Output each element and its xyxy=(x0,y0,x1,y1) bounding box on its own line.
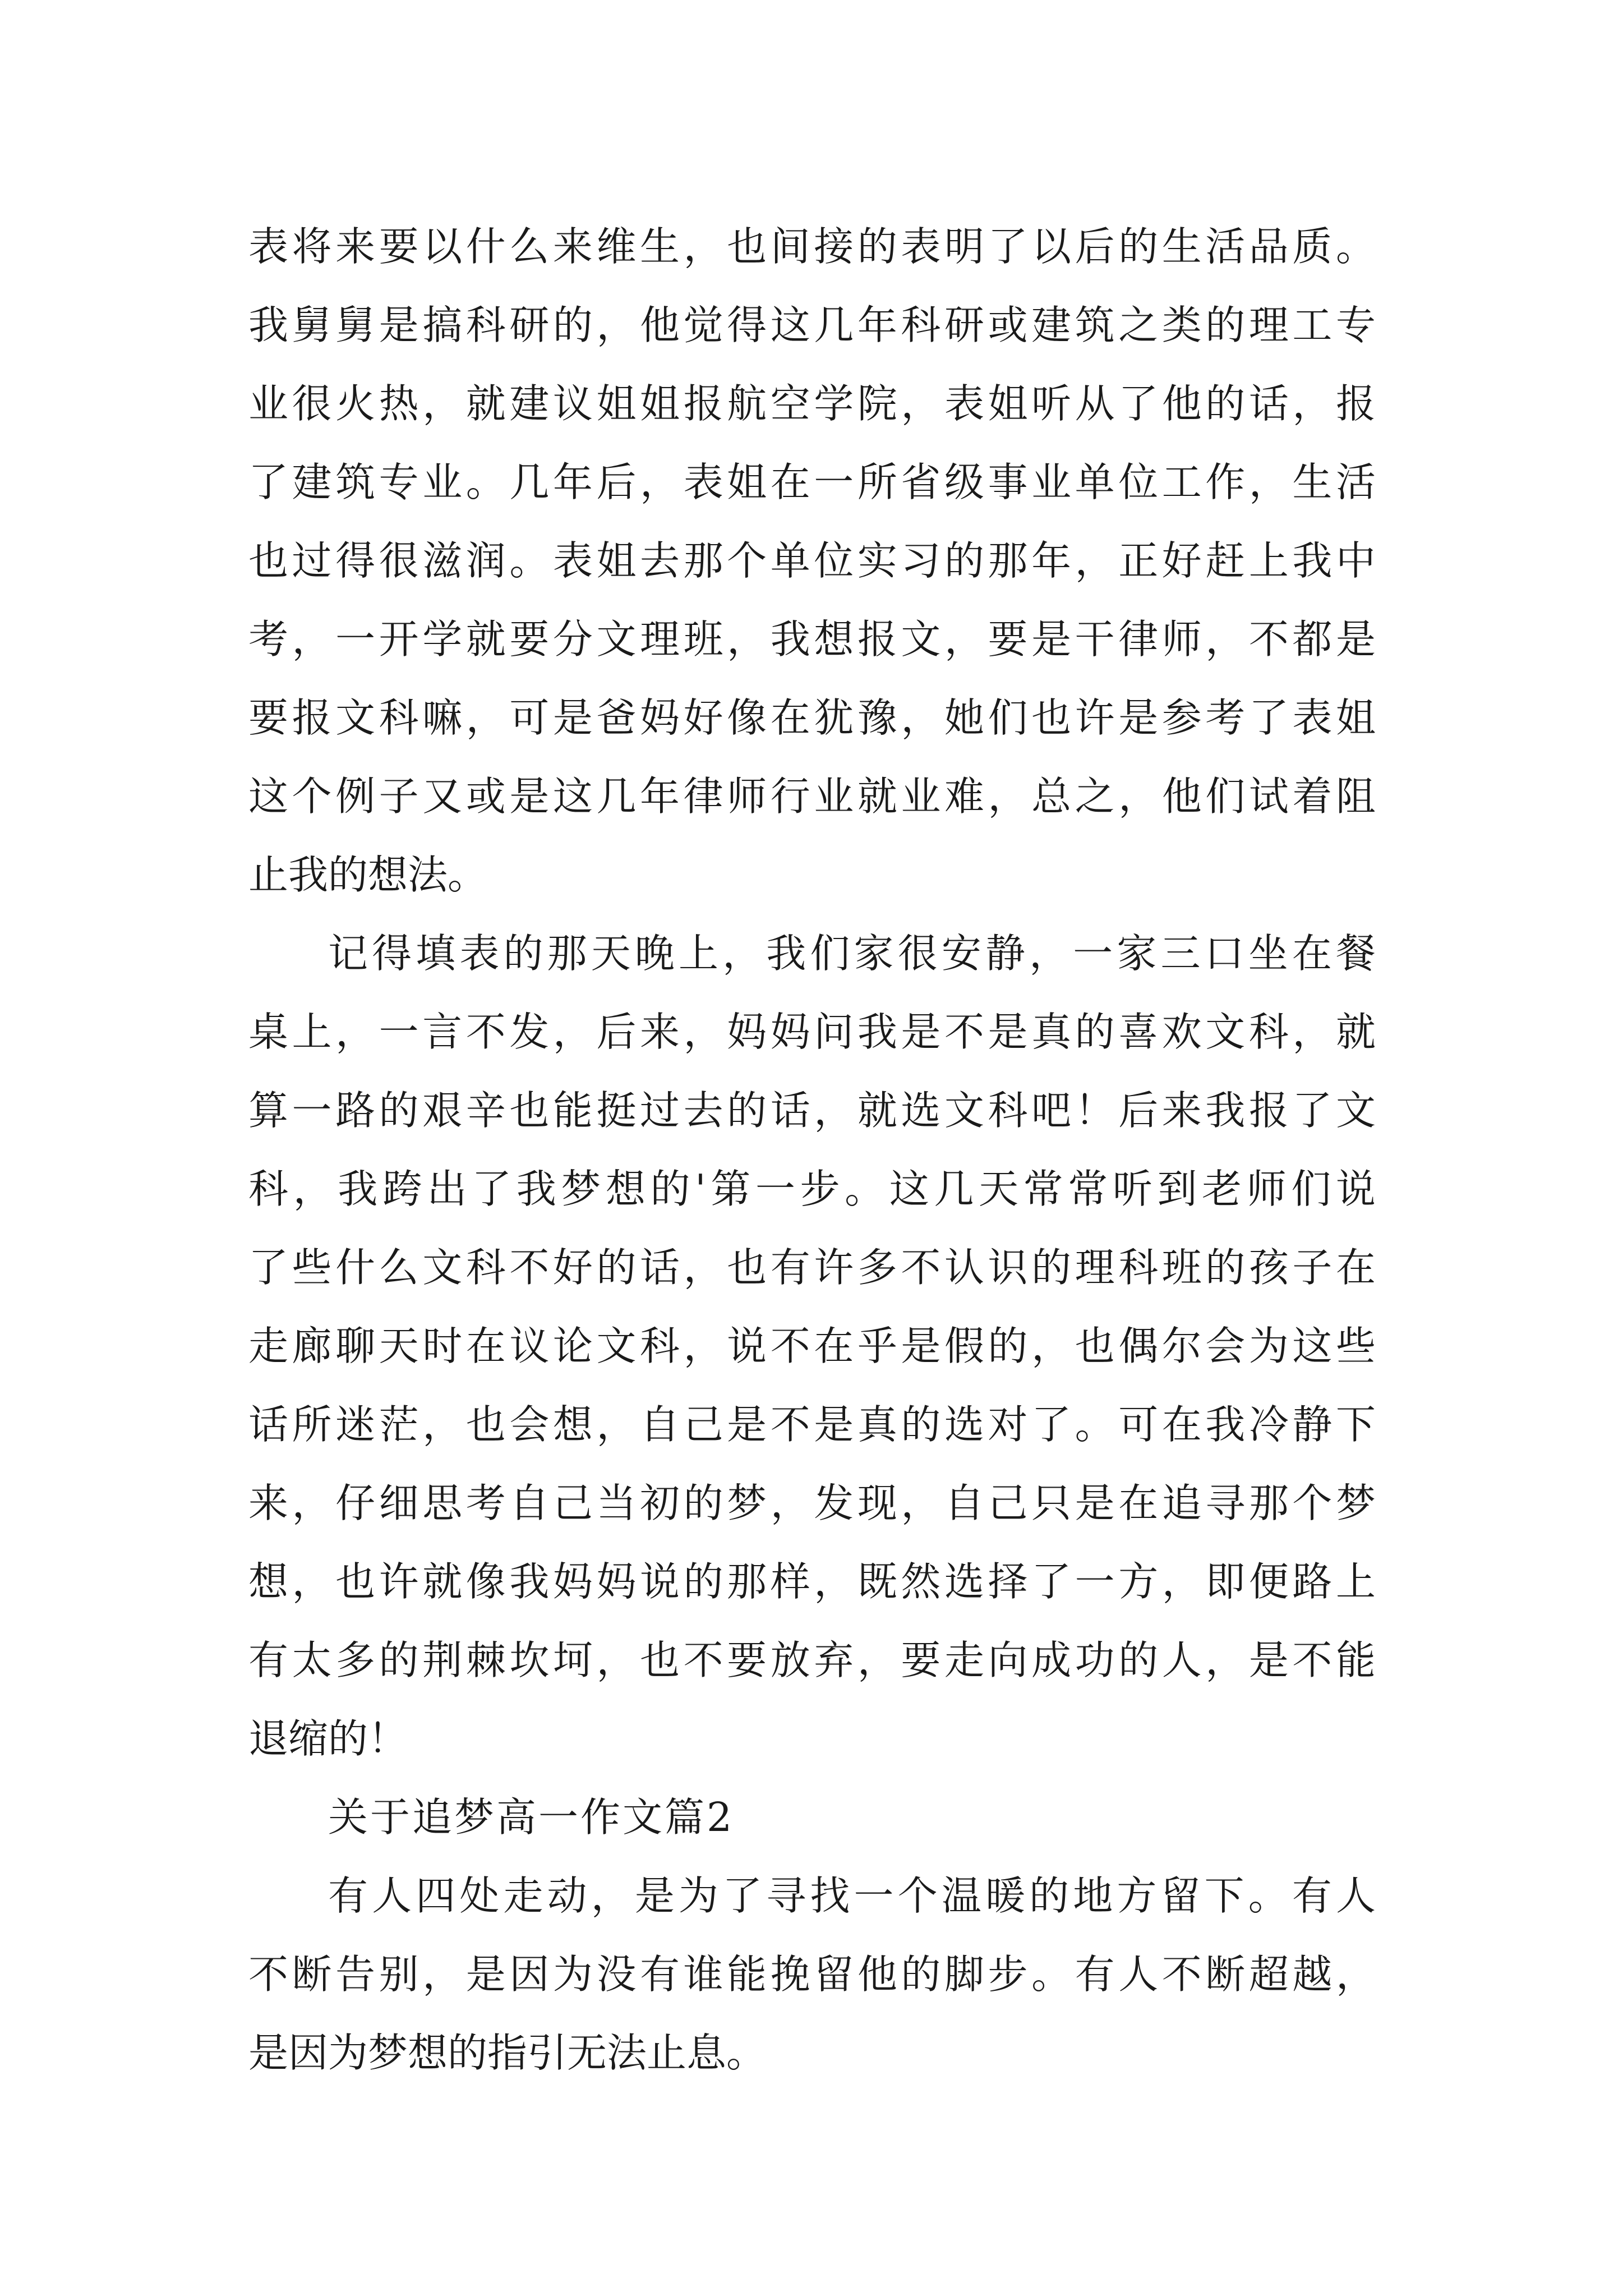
text-line: 来，仔细思考自己当初的梦，发现，自己只是在追寻那个梦 xyxy=(248,1480,1376,1526)
text-line: 是因为梦想的指引无法止息。 xyxy=(248,2030,767,2076)
text-line: 了些什么文科不好的话，也有许多不认识的理科班的孩子在 xyxy=(248,1244,1376,1291)
text-line: 要报文科嘛，可是爸妈好像在犹豫，她们也许是参考了表姐 xyxy=(248,694,1376,741)
text-line: 不断告别，是因为没有谁能挽留他的脚步。有人不断超越， xyxy=(248,1951,1376,1998)
text-line: 桌上，一言不发，后来，妈妈问我是不是真的喜欢文科，就 xyxy=(248,1009,1376,1055)
text-line: 话所迷茫，也会想，自己是不是真的选对了。可在我冷静下 xyxy=(248,1401,1376,1448)
paragraph xyxy=(248,914,1376,1778)
text-line: 表将来要以什么来维生，也间接的表明了以后的生活品质。 xyxy=(248,223,1376,270)
text-line: 科，我跨出了我梦想的'第一步。这几天常常听到老师们说 xyxy=(248,1166,1376,1212)
text-line: 有人四处走动，是为了寻找一个温暖的地方留下。有人 xyxy=(328,1872,1376,1919)
text-line: 有太多的荆棘坎坷，也不要放弃，要走向成功的人，是不能 xyxy=(248,1637,1376,1683)
text-line: 算一路的艰辛也能挺过去的话，就选文科吧！后来我报了文 xyxy=(248,1087,1376,1134)
text-line: 了建筑专业。几年后，表姐在一所省级事业单位工作，生活 xyxy=(248,459,1376,505)
text-line: 业很火热，就建议姐姐报航空学院，表姐听从了他的话，报 xyxy=(248,380,1376,427)
text-line: 想，也许就像我妈妈说的那样，既然选择了一方，即便路上 xyxy=(248,1558,1376,1605)
text-line: 我舅舅是搞科研的，他觉得这几年科研或建筑之类的理工专 xyxy=(248,302,1376,348)
text-line: 考，一开学就要分文理班，我想报文，要是干律师，不都是 xyxy=(248,616,1376,662)
text-line: 走廊聊天时在议论文科，说不在乎是假的，也偶尔会为这些 xyxy=(248,1323,1376,1369)
section-heading: 关于追梦高一作文篇2 xyxy=(328,1794,735,1841)
text-line: 记得填表的那天晚上，我们家很安静，一家三口坐在餐 xyxy=(328,930,1376,977)
document-page xyxy=(248,208,1376,2092)
text-line: 也过得很滋润。表姐去那个单位实习的那年，正好赶上我中 xyxy=(248,537,1376,584)
paragraph xyxy=(248,208,1376,914)
text-line: 这个例子又或是这几年律师行业就业难，总之，他们试着阻 xyxy=(248,773,1376,820)
paragraph xyxy=(248,1857,1376,2092)
text-line: 退缩的！ xyxy=(248,1715,408,1762)
text-line: 止我的想法。 xyxy=(248,852,488,898)
